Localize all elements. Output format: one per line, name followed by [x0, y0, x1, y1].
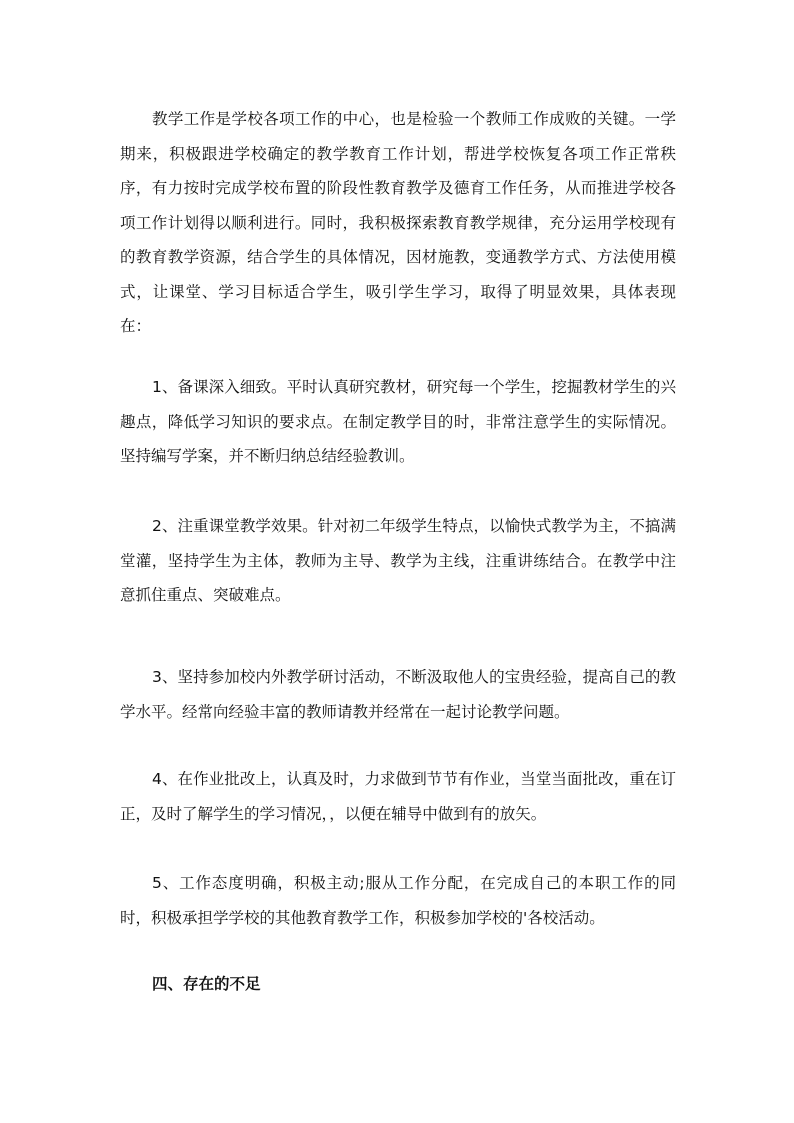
section-heading: 四、存在的不足: [152, 975, 261, 993]
paragraph-item-4: 4、在作业批改上，认真及时，力求做到节节有作业，当堂当面批改，重在订正，及时了解学生的学习情况，，以便在辅导中做到有的放矢。: [120, 770, 676, 823]
paragraph-item-5: 5、工作态度明确，积极主动;服从工作分配，在完成自己的本职工作的同时，积极承担学学校的其他教育教学工作，积极参加学校的'各校活动。: [120, 874, 676, 927]
paragraph-item-1: 1、备课深入细致。平时认真研究教材，研究每一个学生，挖掘教材学生的兴趣点，降低学习知识的要求点。在制定教学目的时，非常注意学生的实际情况。坚持编写学案，并不断归纳总结经验教训。: [120, 378, 676, 465]
paragraph-intro: 教学工作是学校各项工作的中心，也是检验一个教师工作成败的关键。一学期来，积极跟进学校确定的教学教育工作计划，帮进学校恢复各项工作正常秩序，有力按时完成学校布置的阶段性教育教学及德育工作任务，从而推进学校各项工作计划得以顺利进行。同时，我积极探索教育教学规律，充分运用学校现有的教育教学资源，结合学生的具体情况，因材施教，变通教学方式、方法使用模式，让课堂、学习目标适合学生，吸引学生学习，取得了明显效果，具体表现在：: [120, 110, 676, 335]
paragraph-item-2: 2、注重课堂教学效果。针对初二年级学生特点，以愉快式教学为主，不搞满堂灌，坚持学生为主体，教师为主导、教学为主线，注重讲练结合。在教学中注意抓住重点、突破难点。: [120, 517, 676, 604]
paragraph-item-3: 3、坚持参加校内外教学研讨活动，不断汲取他人的宝贵经验，提高自己的教学水平。经常向经验丰富的教师请教并经常在一起讨论教学问题。: [120, 668, 676, 721]
